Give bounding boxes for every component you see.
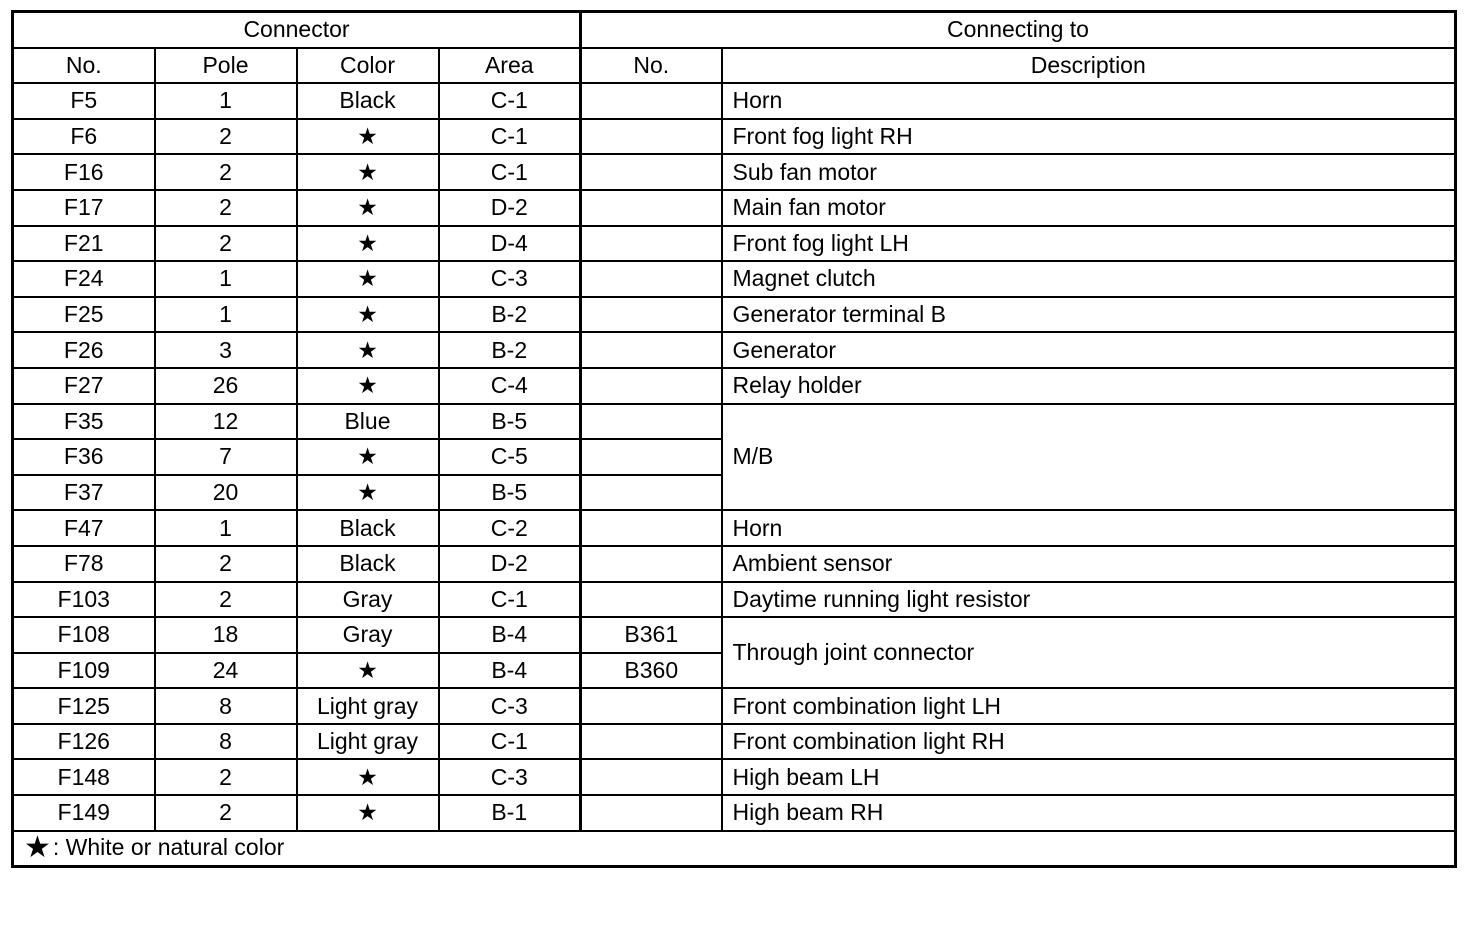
header-connector: Connector [13,12,581,48]
star-icon: ★ [297,653,439,689]
table-row [13,83,1456,119]
cell-color: Black [297,510,439,546]
cell-color: Blue [297,404,439,440]
cell-area: B-5 [439,404,581,440]
cell-pole: 20 [155,475,297,511]
cell-area: C-3 [439,688,581,724]
cell-no: F126 [13,724,155,760]
table-row [13,582,1456,618]
cell-conn-no [581,154,722,190]
cell-description: Sub fan motor [722,154,1456,190]
table-row [13,190,1456,226]
cell-conn-no [581,688,722,724]
cell-description: Horn [722,510,1456,546]
cell-pole: 1 [155,261,297,297]
cell-area: B-2 [439,297,581,333]
star-icon: ★ [297,119,439,155]
cell-conn-no [581,510,722,546]
cell-area: D-4 [439,226,581,262]
cell-color: Light gray [297,688,439,724]
cell-conn-no [581,724,722,760]
table-row [13,154,1456,190]
cell-pole: 2 [155,759,297,795]
cell-area: C-3 [439,261,581,297]
cell-no: F108 [13,617,155,653]
cell-area: B-1 [439,795,581,831]
cell-conn-no [581,546,722,582]
cell-pole: 2 [155,154,297,190]
star-icon: ★ [297,261,439,297]
cell-no: F35 [13,404,155,440]
cell-no: F103 [13,582,155,618]
cell-conn-no [581,119,722,155]
cell-conn-no [581,190,722,226]
cell-no: F25 [13,297,155,333]
table-row [13,617,1456,653]
cell-no: F125 [13,688,155,724]
table-row [13,119,1456,155]
cell-description: Front fog light RH [722,119,1456,155]
star-icon: ★ [297,759,439,795]
table-row [13,404,1456,440]
cell-area: C-5 [439,439,581,475]
header-row-columns [13,48,1456,84]
cell-description: Horn [722,83,1456,119]
table-row [13,688,1456,724]
cell-conn-no [581,297,722,333]
cell-description: Magnet clutch [722,261,1456,297]
cell-conn-no [581,226,722,262]
cell-description: Front combination light RH [722,724,1456,760]
cell-area: C-1 [439,724,581,760]
cell-no: F27 [13,368,155,404]
cell-description: High beam LH [722,759,1456,795]
cell-conn-no [581,332,722,368]
cell-no: F149 [13,795,155,831]
header-row-group [13,12,1456,48]
cell-no: F26 [13,332,155,368]
star-icon: ★ [297,439,439,475]
cell-pole: 2 [155,119,297,155]
cell-conn-no [581,404,722,440]
star-icon: ★ [24,831,51,865]
table-row [13,332,1456,368]
connector-table [11,10,1457,868]
cell-conn-no [581,475,722,511]
cell-pole: 26 [155,368,297,404]
cell-area: C-1 [439,119,581,155]
cell-area: B-5 [439,475,581,511]
cell-conn-no [581,83,722,119]
star-icon: ★ [297,368,439,404]
header-color: Color [297,48,439,84]
cell-pole: 24 [155,653,297,689]
table-row [13,510,1456,546]
cell-pole: 2 [155,546,297,582]
star-icon: ★ [297,475,439,511]
cell-area: B-4 [439,617,581,653]
cell-conn-no [581,795,722,831]
cell-no: F5 [13,83,155,119]
cell-pole: 18 [155,617,297,653]
table-row [13,226,1456,262]
cell-no: F21 [13,226,155,262]
cell-area: D-2 [439,190,581,226]
cell-pole: 2 [155,190,297,226]
legend-text: : White or natural color [52,834,285,861]
cell-pole: 1 [155,83,297,119]
cell-description: M/B [722,404,1456,511]
cell-pole: 3 [155,332,297,368]
star-icon: ★ [297,332,439,368]
cell-pole: 1 [155,510,297,546]
cell-area: D-2 [439,546,581,582]
cell-color: Gray [297,582,439,618]
cell-conn-no [581,582,722,618]
cell-area: C-1 [439,154,581,190]
cell-pole: 2 [155,795,297,831]
cell-color: Black [297,546,439,582]
cell-color: Light gray [297,724,439,760]
cell-no: F24 [13,261,155,297]
cell-no: F37 [13,475,155,511]
table-row [13,795,1456,831]
cell-area: C-4 [439,368,581,404]
cell-description: Generator [722,332,1456,368]
cell-color: Black [297,83,439,119]
header-area: Area [439,48,581,84]
table-row [13,368,1456,404]
cell-area: C-3 [439,759,581,795]
star-icon: ★ [297,795,439,831]
cell-area: C-1 [439,582,581,618]
cell-description: Front combination light LH [722,688,1456,724]
header-no: No. [13,48,155,84]
legend-row [13,831,1456,867]
cell-pole: 2 [155,226,297,262]
legend [13,831,1456,867]
cell-conn-no [581,261,722,297]
cell-color: Gray [297,617,439,653]
cell-pole: 2 [155,582,297,618]
cell-pole: 12 [155,404,297,440]
cell-conn-no: B361 [581,617,722,653]
cell-pole: 8 [155,688,297,724]
cell-description: Main fan motor [722,190,1456,226]
cell-no: F16 [13,154,155,190]
cell-description: High beam RH [722,795,1456,831]
cell-pole: 1 [155,297,297,333]
cell-area: B-2 [439,332,581,368]
header-conn-no: No. [581,48,722,84]
cell-area: B-4 [439,653,581,689]
cell-no: F47 [13,510,155,546]
cell-conn-no [581,368,722,404]
cell-description: Through joint connector [722,617,1456,688]
cell-no: F109 [13,653,155,689]
cell-conn-no: B360 [581,653,722,689]
table-row [13,759,1456,795]
table-row [13,546,1456,582]
header-pole: Pole [155,48,297,84]
cell-no: F36 [13,439,155,475]
star-icon: ★ [297,154,439,190]
cell-description: Generator terminal B [722,297,1456,333]
cell-area: C-2 [439,510,581,546]
star-icon: ★ [297,190,439,226]
table-row [13,297,1456,333]
cell-description: Ambient sensor [722,546,1456,582]
star-icon: ★ [297,297,439,333]
cell-description: Relay holder [722,368,1456,404]
header-connecting-to: Connecting to [581,12,1456,48]
cell-pole: 8 [155,724,297,760]
header-description: Description [722,48,1456,84]
cell-conn-no [581,439,722,475]
cell-no: F6 [13,119,155,155]
table-row [13,261,1456,297]
table-row [13,724,1456,760]
cell-pole: 7 [155,439,297,475]
cell-description: Front fog light LH [722,226,1456,262]
cell-description: Daytime running light resistor [722,582,1456,618]
star-icon: ★ [297,226,439,262]
cell-no: F78 [13,546,155,582]
cell-conn-no [581,759,722,795]
cell-no: F17 [13,190,155,226]
cell-area: C-1 [439,83,581,119]
cell-no: F148 [13,759,155,795]
